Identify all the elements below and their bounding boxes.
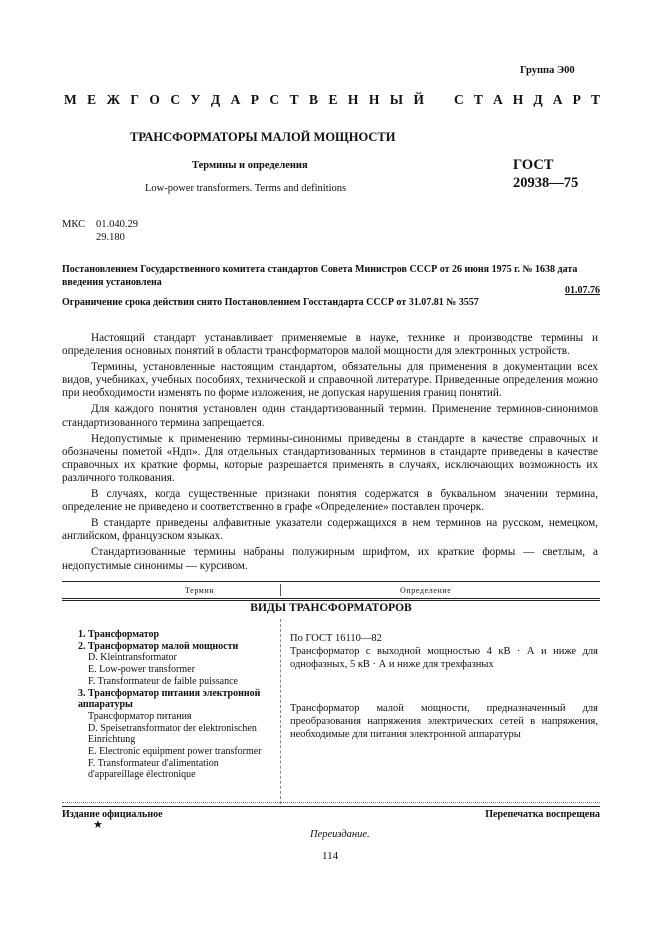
section-title: ВИДЫ ТРАНСФОРМАТОРОВ xyxy=(250,602,412,614)
group-label: Группа Э00 xyxy=(520,65,575,76)
decree-text: Постановлением Государственного комитета стандартов Совета Министров СССР от 26 июня 1975 г. № 1638 дата введения установлена xyxy=(62,264,578,288)
mks-code: 01.040.29 xyxy=(96,219,138,230)
gost-number xyxy=(513,156,578,192)
column-header-term: Термин xyxy=(185,586,215,595)
banner-letter: С xyxy=(170,92,181,107)
banner-letter: Ж xyxy=(106,92,120,107)
effective-date: 01.07.76 xyxy=(565,285,600,296)
definition-3: Трансформатор малой мощности, предназначенный для преобразования напряжения электрических сетей в напряжения, необходимые для питания электронной аппаратуры xyxy=(290,703,598,740)
banner-letter: Й xyxy=(413,92,424,107)
limit-note: Ограничение срока действия снято Постановлением Госстандарта СССР от 31.07.81 № 3557 xyxy=(62,297,479,308)
term-2-german: D. Kleintransformator xyxy=(88,652,177,664)
banner-letter: В xyxy=(309,92,319,107)
banner-letter: Т xyxy=(590,92,600,107)
banner-letter: Н xyxy=(347,92,359,107)
banner-letter: Е xyxy=(87,92,97,107)
banner-letter: У xyxy=(190,92,201,107)
banner-letter: А xyxy=(492,92,503,107)
column-header-definition: Определение xyxy=(400,586,452,595)
table-header-rule xyxy=(62,598,600,599)
table-bottom-dotted-rule xyxy=(62,802,600,803)
definitions-column xyxy=(290,632,598,741)
banner-word-interstate xyxy=(64,92,424,108)
term-3: 3. Трансформатор питания электронной аппаратуры xyxy=(78,687,261,711)
document-subtitle: Термины и определения xyxy=(192,160,308,171)
table-bottom-rule xyxy=(62,806,600,807)
page-number: 114 xyxy=(322,850,339,862)
reissue-note: Переиздание. xyxy=(310,829,370,840)
term-3-german: D. Speisetransformator der elektronischen Einrichtung xyxy=(88,722,257,746)
term-3-french: F. Transformateur d'alimentation d'appareillage électronique xyxy=(88,757,219,781)
definition-1: По ГОСТ 16110—82 xyxy=(290,633,382,644)
term-3-english: E. Electronic equipment power transformer xyxy=(88,746,262,758)
definition-2: Трансформатор с выходной мощностью 4 кВ · А и ниже для однофазных, 5 кВ · А и ниже для трехфазных xyxy=(290,646,598,670)
header-divider xyxy=(280,584,281,596)
term-2: 2. Трансформатор малой мощности xyxy=(78,640,239,652)
banner-letter: О xyxy=(149,92,160,107)
paragraph: Термины, установленные настоящим стандартом, обязательны для применения в документации всех видов, учебниках, учебных пособиях, технической и справочной литературе. Приведенные определения можно при необходимости изменять по форме изложения, не допуская нарушения границ понятий. xyxy=(62,361,598,400)
mks-codes xyxy=(96,218,138,244)
paragraph: Стандартизованные термины набраны полужирным шрифтом, их краткие формы — светлым, а недопустимые синонимы — курсивом. xyxy=(62,546,598,572)
column-divider xyxy=(280,619,282,804)
banner-letter: С xyxy=(269,92,280,107)
mks-classification xyxy=(62,218,138,243)
banner-letter: А xyxy=(230,92,241,107)
mks-label: МКС xyxy=(62,219,86,230)
paragraph: Для каждого понятия установлен один стандартизованный термин. Применение терминов-синонимов стандартизованного термина запрещается. xyxy=(62,403,598,429)
star-icon: ★ xyxy=(93,819,103,831)
banner-letter: Н xyxy=(368,92,380,107)
term-1: 1. Трансформатор xyxy=(78,629,160,640)
banner-letter: Р xyxy=(250,92,259,107)
paragraph: В случаях, когда существенные признаки понятия содержатся в буквальном значении термина, определение не приведено и соответственно в графе «Определение» поставлен прочерк. xyxy=(62,488,598,514)
banner-letter: М xyxy=(64,92,77,107)
terms-column xyxy=(78,629,274,781)
mks-code: 29.180 xyxy=(96,232,125,243)
banner-letter: Т xyxy=(289,92,299,107)
reprint-note: Перепечатка воспрещена xyxy=(485,809,600,820)
banner-letter: Д xyxy=(533,92,543,107)
banner-letter: Д xyxy=(210,92,221,107)
gost-label: ГОСТ xyxy=(513,157,554,173)
document-title: ТРАНСФОРМАТОРЫ МАЛОЙ МОЩНОСТИ xyxy=(130,130,396,144)
banner-letter: Н xyxy=(512,92,524,107)
standard-banner xyxy=(64,92,600,108)
gost-code: 20938—75 xyxy=(513,175,579,191)
paragraph: В стандарте приведены алфавитные указатели содержащихся в нем терминов на русском, немецком, английском, французском языках. xyxy=(62,517,598,543)
paragraph: Настоящий стандарт устанавливает применяемые в науке, технике и производстве термины и определения основных понятий в области трансформаторов малой мощности для электронных устройств. xyxy=(62,332,598,358)
banner-letter: Е xyxy=(328,92,338,107)
paragraph: Недопустимые к применению термины-синонимы приведены в стандарте в качестве справочных и обозначены пометой «Ндп». Для отдельных стандартизованных терминов в стандарте приведены в качестве справочных их краткие формы, которые разрешается применять в случаях, исключающих возможность их различного толкования. xyxy=(62,432,598,484)
banner-letter: Г xyxy=(130,92,139,107)
table-header-rule xyxy=(62,600,600,601)
banner-letter: Р xyxy=(572,92,581,107)
term-3-short-form: Трансформатор питания xyxy=(88,710,192,722)
banner-letter: Ы xyxy=(389,92,404,107)
intro-text xyxy=(62,332,598,576)
banner-word-standard xyxy=(454,92,600,108)
term-2-french: F. Transformateur de faible puissance xyxy=(88,675,238,687)
term-2-english: E. Low-power transformer xyxy=(88,664,195,676)
edition-note: Издание официальное xyxy=(62,809,163,820)
banner-letter: С xyxy=(454,92,464,107)
banner-letter: Т xyxy=(473,92,483,107)
table-top-rule xyxy=(62,581,600,582)
english-title: Low-power transformers. Terms and definitions xyxy=(145,183,347,194)
banner-letter: А xyxy=(552,92,563,107)
